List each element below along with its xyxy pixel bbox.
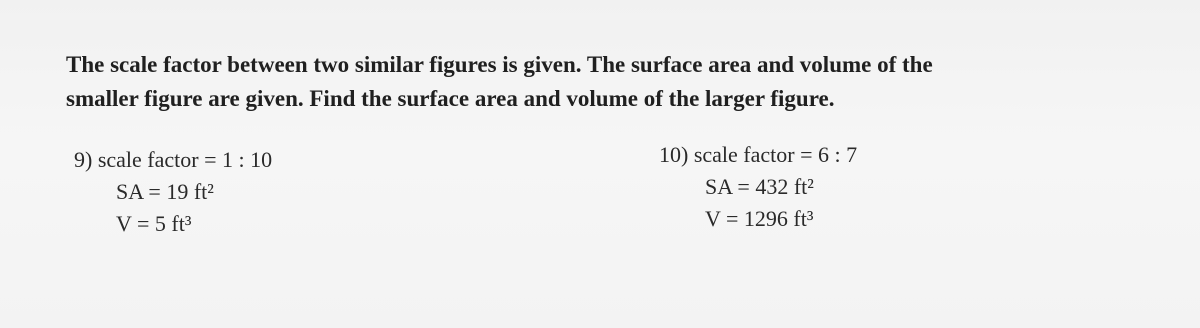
instructions: [66, 48, 1166, 116]
problem-10-number: 10): [659, 142, 689, 167]
instructions-line-1: The scale factor between two similar figures is given. The surface area and volume of the: [66, 52, 933, 77]
problem-10: [659, 139, 857, 235]
problem-9: [74, 144, 272, 240]
problem-9-number: 9): [74, 147, 93, 172]
problem-10-scale-factor: scale factor = 6 : 7: [693, 142, 858, 167]
problem-9-scale-factor: scale factor = 1 : 10: [97, 147, 273, 172]
problem-9-volume: V = 5 ft³: [116, 211, 192, 236]
problem-10-surface-area: SA = 432 ft²: [705, 174, 814, 199]
problem-9-surface-area: SA = 19 ft²: [116, 179, 214, 204]
problem-10-volume: V = 1296 ft³: [705, 206, 814, 231]
problem-9-header: [74, 144, 272, 176]
problem-10-header: [659, 139, 857, 171]
instructions-line-2: smaller figure are given. Find the surface area and volume of the larger figure.: [66, 86, 835, 111]
